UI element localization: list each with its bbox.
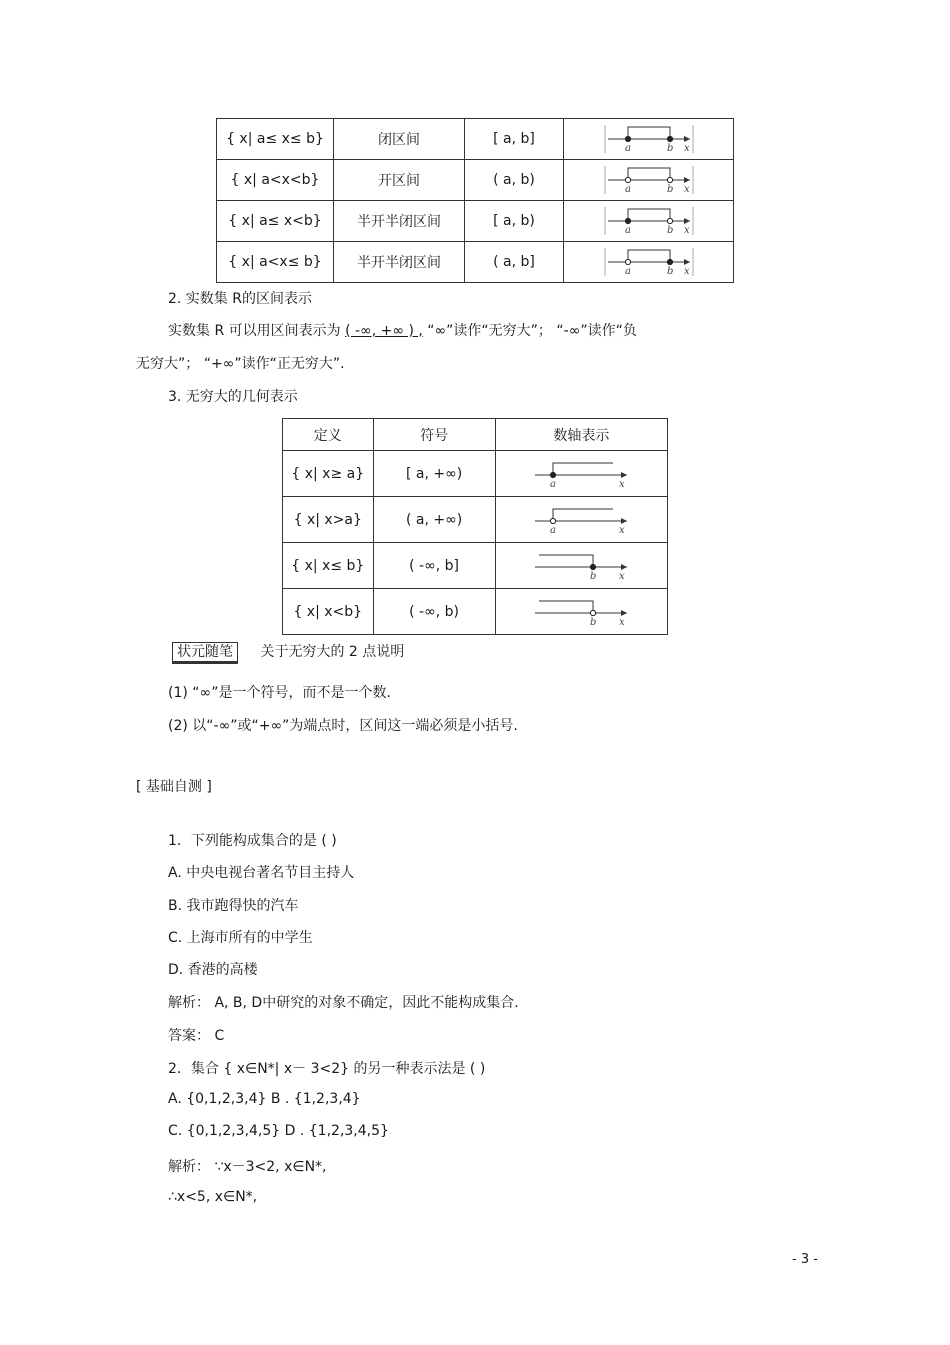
infinity-number-line <box>495 589 667 635</box>
number-line-svg <box>604 246 694 278</box>
endpoint-label: a <box>550 478 557 490</box>
interval-number-line <box>564 119 734 160</box>
number-line-svg <box>531 457 631 491</box>
label-a: a <box>624 143 631 154</box>
endpoint-label: b <box>590 616 597 628</box>
endpoint-label: b <box>590 570 597 582</box>
axis-line-arrow <box>621 610 627 616</box>
section2-line1-post: “∞”读作“无穷大”； “-∞”读作“负 <box>422 323 637 339</box>
number-line-svg <box>531 503 631 537</box>
infinity-table <box>282 418 668 635</box>
q1-option-c: C. 上海市所有的中学生 <box>168 930 313 946</box>
number-line-svg <box>604 123 694 155</box>
q2-analysis: 解析： ∵x－3<2, x∈N*, <box>168 1159 327 1175</box>
interval-number-line <box>564 201 734 242</box>
interval-notation: ( a, b) <box>465 160 564 201</box>
endpoint-a <box>625 218 630 223</box>
label-b: b <box>666 266 673 277</box>
endpoint-label: a <box>550 524 557 536</box>
endpoint-b <box>667 218 672 223</box>
interval-notation: ( a, b] <box>465 242 564 283</box>
infinity-notation: ( a, +∞) <box>373 497 495 543</box>
number-line-svg <box>604 164 694 196</box>
ray <box>553 509 613 521</box>
note-title: 关于无穷大的 2 点说明 <box>260 644 405 660</box>
number-line-svg <box>604 205 694 237</box>
label-b: b <box>666 225 673 236</box>
header-definition: 定义 <box>283 419 374 451</box>
page-number: - 3 - <box>792 1252 818 1267</box>
infinity-set: { x| x>a} <box>283 497 374 543</box>
question-1: 1．下列能构成集合的是 ( ) <box>168 833 337 849</box>
endpoint <box>551 472 556 477</box>
interval-set: { x| a≤ x≤ b} <box>217 119 334 160</box>
interval-bracket <box>628 209 670 221</box>
interval-name: 开区间 <box>334 160 465 201</box>
q2-options-ab: A. {0,1,2,3,4} B . {1,2,3,4} <box>168 1091 361 1107</box>
q1-option-d: D. 香港的高楼 <box>168 962 258 978</box>
interval-row <box>217 160 734 201</box>
interval-notation: [ a, b) <box>465 201 564 242</box>
header-symbol: 符号 <box>373 419 495 451</box>
label-a: a <box>624 184 631 195</box>
infinity-notation: [ a, +∞) <box>373 451 495 497</box>
axis-line-arrow <box>684 136 690 142</box>
label-x: x <box>619 524 625 536</box>
infinity-set: { x| x<b} <box>283 589 374 635</box>
number-line-svg <box>531 549 631 583</box>
header-number-line: 数轴表示 <box>495 419 667 451</box>
interval-notation: [ a, b] <box>465 119 564 160</box>
infinity-number-line <box>495 497 667 543</box>
axis-line-arrow <box>684 218 690 224</box>
infinity-set: { x| x≤ b} <box>283 543 374 589</box>
infinity-row <box>283 543 668 589</box>
section2-line1-pre: 实数集 R 可以用区间表示为 <box>168 323 346 339</box>
infinity-set: { x| x≥ a} <box>283 451 374 497</box>
q2-options-cd: C. {0,1,2,3,4,5} D . {1,2,3,4,5} <box>168 1123 389 1139</box>
interval-number-line <box>564 160 734 201</box>
interval-table <box>216 118 734 283</box>
note-item-2: (2) 以“-∞”或“+∞”为端点时，区间这一端必须是小括号. <box>168 718 518 734</box>
axis-line-arrow <box>684 177 690 183</box>
axis-line-arrow <box>684 259 690 265</box>
interval-number-line <box>564 242 734 283</box>
interval-set: { x| a<x<b} <box>217 160 334 201</box>
interval-bracket <box>628 127 670 139</box>
label-a: a <box>624 266 631 277</box>
label-b: b <box>666 184 673 195</box>
infinity-number-line <box>495 451 667 497</box>
interval-bracket <box>628 250 670 262</box>
interval-name: 半开半闭区间 <box>334 201 465 242</box>
infinity-row <box>283 451 668 497</box>
label-x: x <box>619 478 625 490</box>
label-x: x <box>619 616 625 628</box>
note-line <box>172 641 404 661</box>
question-2: 2．集合 { x∈N*| x－ 3<2} 的另一种表示法是 ( ) <box>168 1061 486 1077</box>
interval-set: { x| a≤ x<b} <box>217 201 334 242</box>
selftest-heading: [ 基础自测 ] <box>136 779 212 795</box>
interval-set: { x| a<x≤ b} <box>217 242 334 283</box>
ray <box>539 555 593 567</box>
interval-row <box>217 201 734 242</box>
ray <box>553 463 613 475</box>
section2-line1 <box>168 320 637 340</box>
note-tag: 状元随笔 <box>172 642 238 664</box>
section2-interval: ( -∞, +∞ ) , <box>345 323 423 339</box>
note-item-1: (1) “∞”是一个符号，而不是一个数. <box>168 685 391 701</box>
axis-line-arrow <box>621 564 627 570</box>
endpoint-a <box>625 177 630 182</box>
label-b: b <box>666 143 673 154</box>
infinity-notation: ( -∞, b] <box>373 543 495 589</box>
axis-line-arrow <box>621 472 627 478</box>
endpoint-a <box>625 259 630 264</box>
interval-bracket <box>628 168 670 180</box>
number-line-svg <box>531 595 631 629</box>
interval-name: 闭区间 <box>334 119 465 160</box>
endpoint-b <box>667 177 672 182</box>
ray <box>539 601 593 613</box>
infinity-row <box>283 497 668 543</box>
endpoint <box>591 564 596 569</box>
endpoint <box>591 610 596 615</box>
q1-analysis: 解析： A, B, D中研究的对象不确定，因此不能构成集合. <box>168 995 519 1011</box>
axis-line-arrow <box>621 518 627 524</box>
q1-option-a: A. 中央电视台著名节目主持人 <box>168 865 355 881</box>
endpoint <box>551 518 556 523</box>
endpoint-b <box>667 136 672 141</box>
interval-row <box>217 242 734 283</box>
q2-step: ∴x<5, x∈N*, <box>168 1189 258 1205</box>
section3-heading: 3. 无穷大的几何表示 <box>168 389 298 405</box>
label-x: x <box>683 184 690 195</box>
interval-row <box>217 119 734 160</box>
label-x: x <box>683 266 690 277</box>
section2-line2: 无穷大”； “+∞”读作“正无穷大”. <box>136 356 345 372</box>
section2-heading: 2. 实数集 R的区间表示 <box>168 291 312 307</box>
label-x: x <box>619 570 625 582</box>
endpoint-b <box>667 259 672 264</box>
infinity-row <box>283 589 668 635</box>
infinity-number-line <box>495 543 667 589</box>
endpoint-a <box>625 136 630 141</box>
label-a: a <box>624 225 631 236</box>
label-x: x <box>683 225 690 236</box>
infinity-notation: ( -∞, b) <box>373 589 495 635</box>
interval-name: 半开半闭区间 <box>334 242 465 283</box>
q1-answer: 答案： C <box>168 1028 225 1044</box>
label-x: x <box>683 143 690 154</box>
q1-option-b: B. 我市跑得快的汽车 <box>168 898 299 914</box>
